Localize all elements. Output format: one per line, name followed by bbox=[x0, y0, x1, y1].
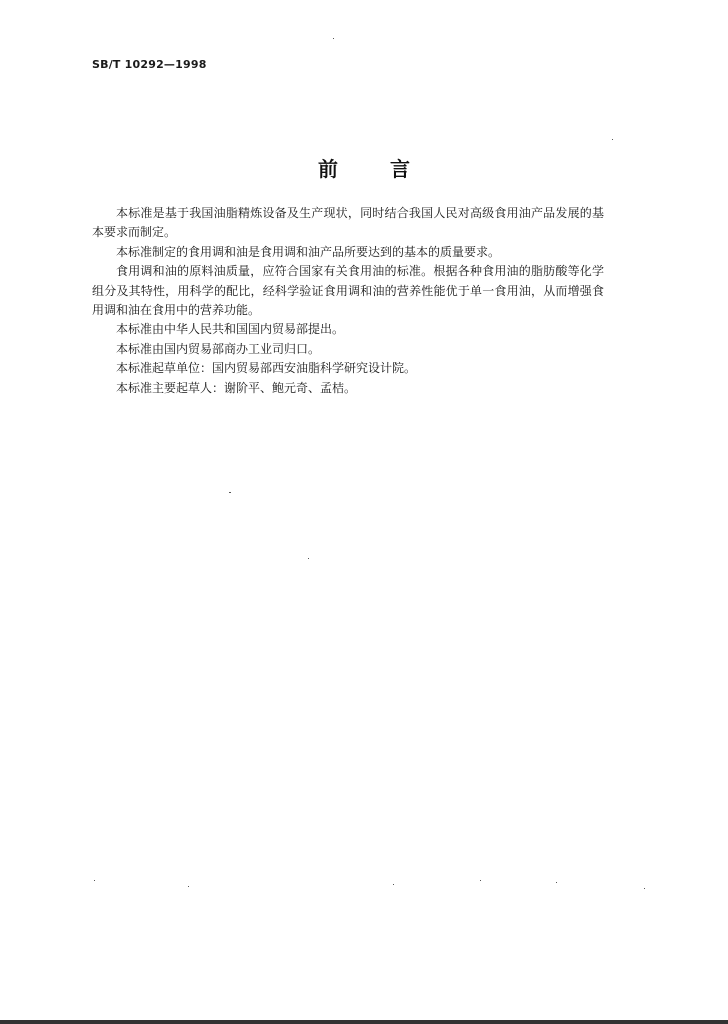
scan-speck bbox=[333, 38, 334, 39]
bottom-scan-edge bbox=[0, 1020, 728, 1024]
foreword-body bbox=[92, 204, 604, 398]
paragraph-basis: 本标准是基于我国油脂精炼设备及生产现状，同时结合我国人民对高级食用油产品发展的基本要求而制定。 bbox=[92, 206, 604, 240]
paragraph-administered-by: 本标准由国内贸易部商办工业司归口。 bbox=[116, 341, 321, 356]
scan-speck bbox=[393, 884, 394, 885]
paragraph-raw-material: 食用调和油的原料油质量，应符合国家有关食用油的标准。根据各种食用油的脂肪酸等化学组分及其特性，用科学的配比，经科学验证食用调和油的营养性能优于单一食用油，从而增强食用调和油在食用中的营养功能。 bbox=[92, 264, 604, 318]
scan-speck bbox=[188, 886, 189, 887]
paragraph-drafters: 本标准主要起草人：谢阶平、鲍元奇、孟桔。 bbox=[116, 380, 357, 395]
scan-speck bbox=[644, 888, 645, 889]
scan-speck bbox=[556, 882, 557, 883]
paragraph-drafting-unit: 本标准起草单位：国内贸易部西安油脂科学研究设计院。 bbox=[116, 361, 417, 376]
scan-speck bbox=[94, 880, 95, 881]
standard-code: SB/T 10292—1998 bbox=[92, 58, 207, 71]
scan-speck bbox=[308, 558, 309, 559]
scan-speck bbox=[480, 880, 481, 881]
page-title: 前言 bbox=[318, 157, 462, 181]
scan-speck bbox=[612, 139, 613, 140]
scan-speck bbox=[229, 492, 231, 493]
paragraph-quality-requirement: 本标准制定的食用调和油是食用调和油产品所要达到的基本的质量要求。 bbox=[116, 244, 501, 259]
paragraph-proposed-by: 本标准由中华人民共和国国内贸易部提出。 bbox=[116, 322, 345, 337]
